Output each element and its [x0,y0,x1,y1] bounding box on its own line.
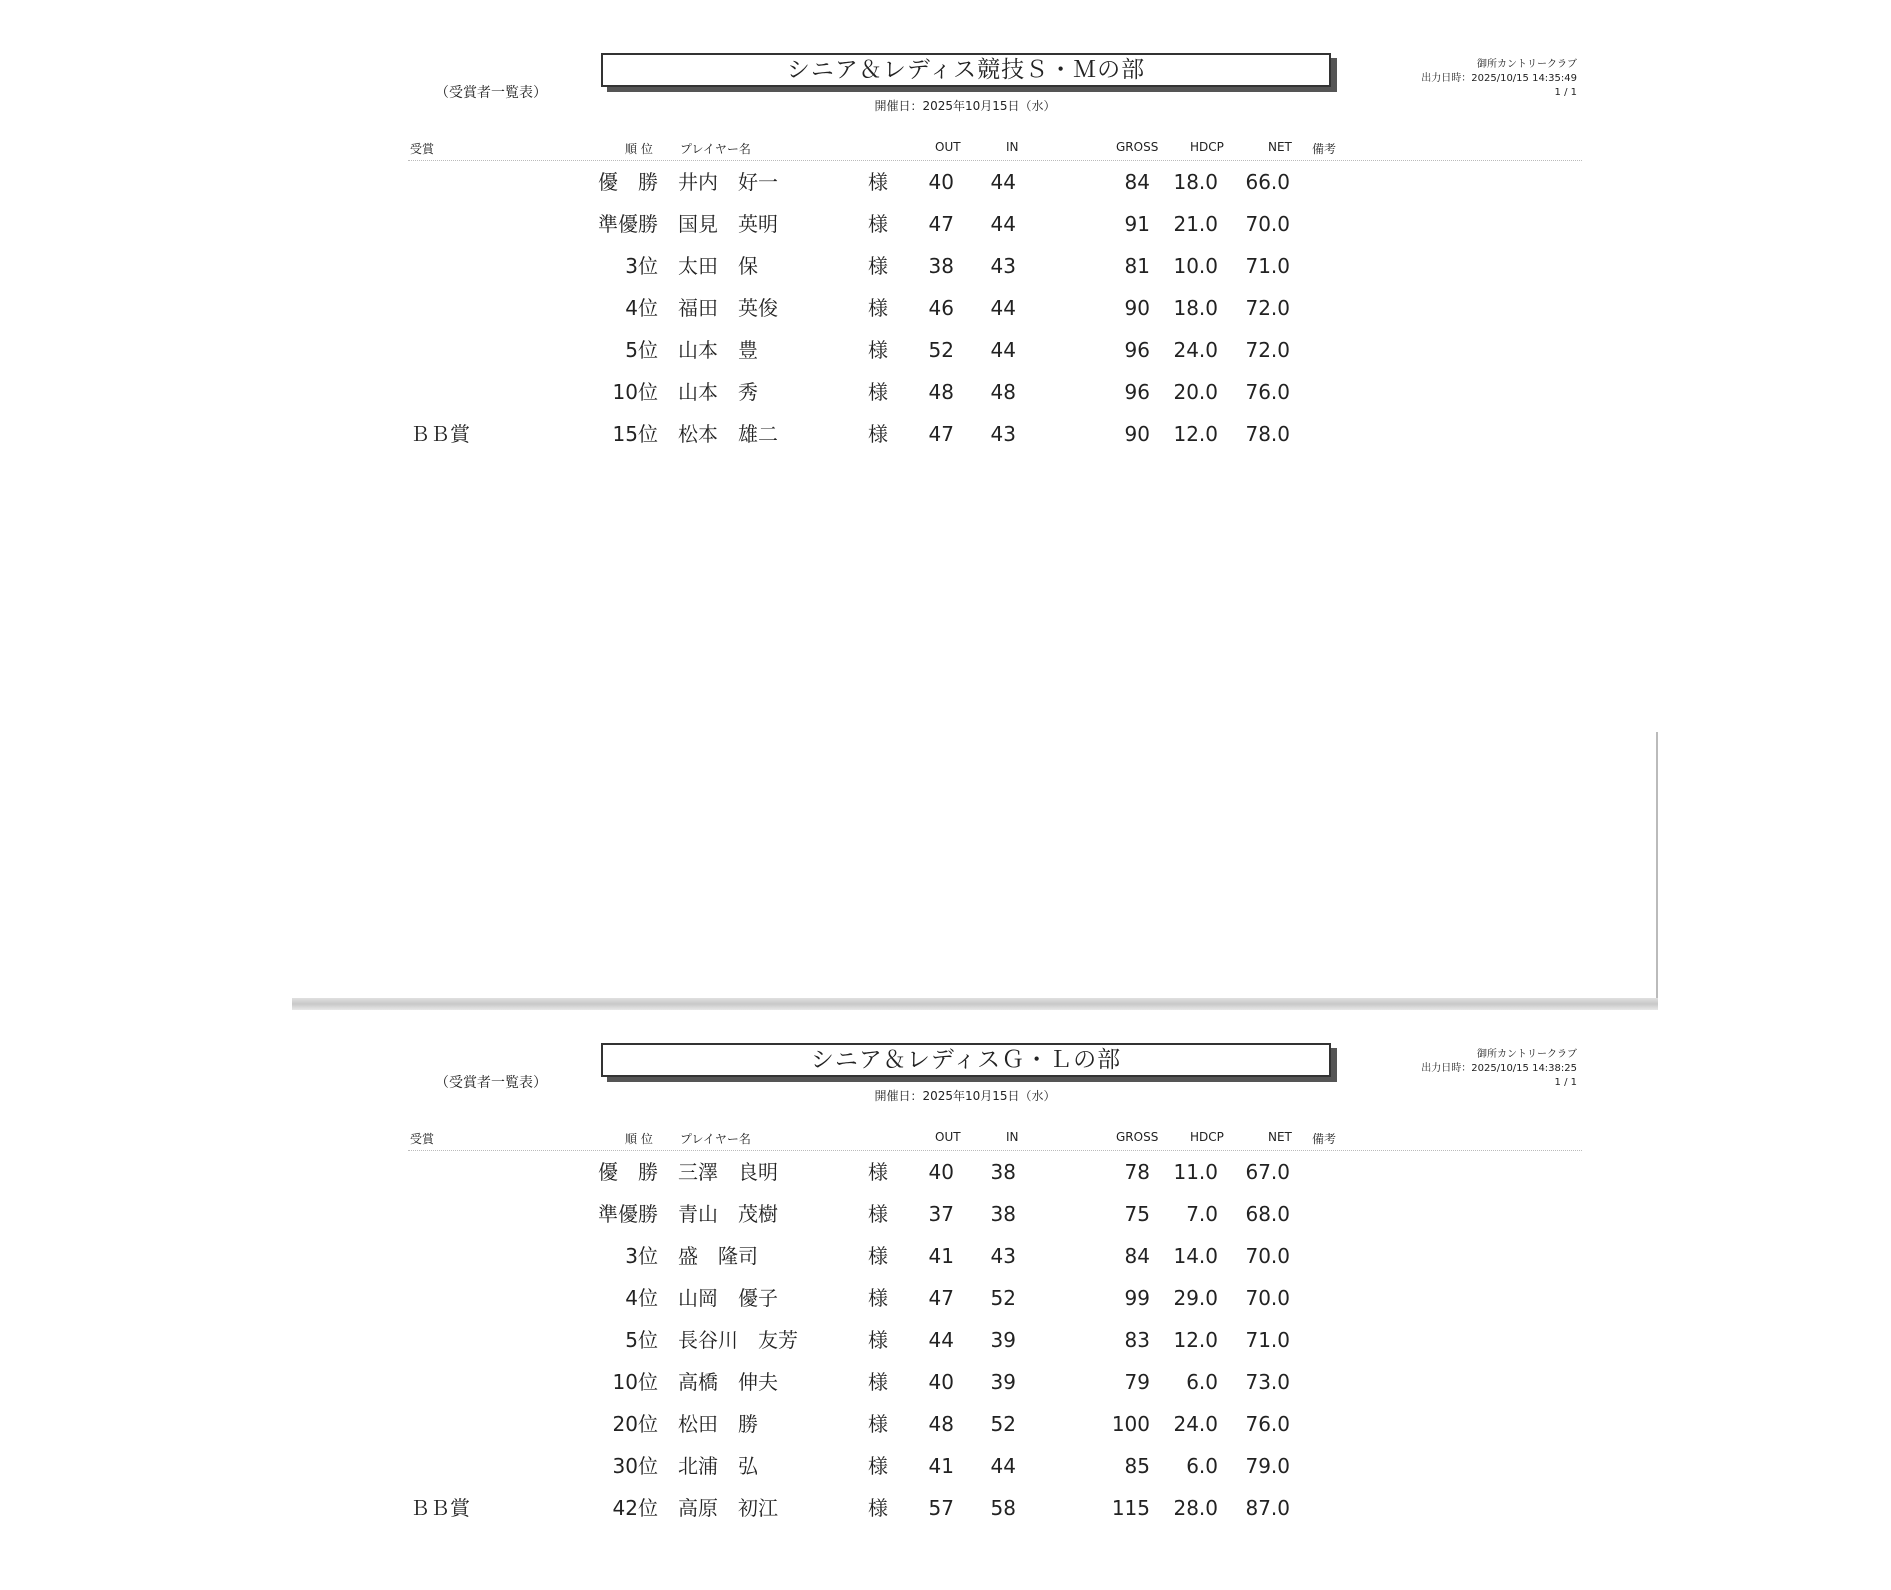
honorific-cell: 様 [868,212,888,236]
player-name-cell: 太田 保 [678,254,758,278]
out-score-cell: 52 [928,338,954,362]
hdcp-cell: 12.0 [1173,1328,1218,1352]
out-score-cell: 40 [928,1370,954,1394]
hdcp-cell: 24.0 [1173,338,1218,362]
club-name: 御所カントリークラブ [1477,59,1577,70]
hdcp-cell: 12.0 [1173,422,1218,446]
honorific-cell: 様 [868,1160,888,1184]
event-date: 開催日：2025年10月15日（水） [874,1089,1056,1103]
table-row [0,414,1891,454]
table-row [0,162,1891,202]
page-number: 1 / 1 [1554,87,1577,98]
net-cell: 78.0 [1245,422,1290,446]
in-score-cell: 52 [990,1412,1016,1436]
honorific-cell: 様 [868,1496,888,1520]
header-hdcp: HDCP [1190,1130,1224,1144]
gross-cell: 99 [1124,1286,1150,1310]
header-hdcp: HDCP [1190,140,1224,154]
gross-cell: 85 [1124,1454,1150,1478]
gross-cell: 84 [1124,170,1150,194]
out-score-cell: 47 [928,422,954,446]
net-cell: 71.0 [1245,1328,1290,1352]
table-row [0,1446,1891,1486]
rank-cell: 5位 [625,338,658,362]
player-name-cell: 山本 豊 [678,338,758,362]
hdcp-cell: 28.0 [1173,1496,1218,1520]
in-score-cell: 44 [990,170,1016,194]
net-cell: 79.0 [1245,1454,1290,1478]
out-score-cell: 40 [928,170,954,194]
in-score-cell: 44 [990,296,1016,320]
net-cell: 68.0 [1245,1202,1290,1226]
gross-cell: 78 [1124,1160,1150,1184]
out-score-cell: 37 [928,1202,954,1226]
results-sheet-2 [0,990,1891,1590]
table-row [0,1236,1891,1276]
hdcp-cell: 24.0 [1173,1412,1218,1436]
net-cell: 87.0 [1245,1496,1290,1520]
hdcp-cell: 10.0 [1173,254,1218,278]
net-cell: 72.0 [1245,296,1290,320]
header-player: プレイヤー名 [680,1132,751,1146]
gross-cell: 79 [1124,1370,1150,1394]
club-info [1421,1048,1577,1090]
in-score-cell: 43 [990,254,1016,278]
header-notes: 備考 [1312,142,1337,156]
hdcp-cell: 20.0 [1173,380,1218,404]
out-score-cell: 40 [928,1160,954,1184]
in-score-cell: 48 [990,380,1016,404]
hdcp-cell: 6.0 [1186,1454,1218,1478]
hdcp-cell: 14.0 [1173,1244,1218,1268]
gross-cell: 90 [1124,296,1150,320]
rank-cell: 3位 [625,254,658,278]
in-score-cell: 44 [990,212,1016,236]
honorific-cell: 様 [868,1202,888,1226]
rank-cell: 30位 [612,1454,658,1478]
honorific-cell: 様 [868,254,888,278]
table-row [0,1152,1891,1192]
award-cell: ＢＢ賞 [410,1496,470,1520]
in-score-cell: 58 [990,1496,1016,1520]
honorific-cell: 様 [868,1244,888,1268]
out-score-cell: 44 [928,1328,954,1352]
honorific-cell: 様 [868,296,888,320]
hdcp-cell: 18.0 [1173,170,1218,194]
award-cell: ＢＢ賞 [410,422,470,446]
in-score-cell: 39 [990,1328,1016,1352]
honorific-cell: 様 [868,170,888,194]
header-net: NET [1268,140,1292,154]
player-name-cell: 青山 茂樹 [678,1202,778,1226]
out-score-cell: 48 [928,1412,954,1436]
player-name-cell: 長谷川 友芳 [678,1328,798,1352]
rank-cell: 準優勝 [598,1202,658,1226]
table-row [0,288,1891,328]
net-cell: 70.0 [1245,212,1290,236]
out-score-cell: 57 [928,1496,954,1520]
rank-cell: 3位 [625,1244,658,1268]
table-row [0,204,1891,244]
gross-cell: 84 [1124,1244,1150,1268]
gross-cell: 91 [1124,212,1150,236]
table-row [0,1278,1891,1318]
rank-cell: 10位 [612,380,658,404]
honorific-cell: 様 [868,1454,888,1478]
gross-cell: 96 [1124,338,1150,362]
header-gross: GROSS [1116,1130,1159,1144]
out-score-cell: 38 [928,254,954,278]
rank-cell: 15位 [612,422,658,446]
player-name-cell: 山岡 優子 [678,1286,778,1310]
in-score-cell: 44 [990,338,1016,362]
player-name-cell: 松田 勝 [678,1412,758,1436]
header-divider [408,160,1582,161]
page-edge [1656,732,1658,1010]
header-gross: GROSS [1116,140,1159,154]
player-name-cell: 国見 英明 [678,212,778,236]
header-rank: 順 位 [625,142,653,156]
out-score-cell: 41 [928,1454,954,1478]
rank-cell: 準優勝 [598,212,658,236]
output-time: 出力日時：2025/10/15 14:38:25 [1421,1063,1577,1074]
player-name-cell: 高原 初江 [678,1496,778,1520]
net-cell: 71.0 [1245,254,1290,278]
header-rank: 順 位 [625,1132,653,1146]
table-row [0,1404,1891,1444]
output-time: 出力日時：2025/10/15 14:35:49 [1421,73,1577,84]
rank-cell: 優 勝 [598,170,658,194]
header-in: IN [1006,1130,1019,1144]
header-award: 受賞 [410,1132,435,1146]
gross-cell: 83 [1124,1328,1150,1352]
header-notes: 備考 [1312,1132,1337,1146]
table-row [0,1320,1891,1360]
hdcp-cell: 11.0 [1173,1160,1218,1184]
in-score-cell: 52 [990,1286,1016,1310]
page-number: 1 / 1 [1554,1077,1577,1088]
net-cell: 73.0 [1245,1370,1290,1394]
player-name-cell: 盛 隆司 [678,1244,758,1268]
in-score-cell: 38 [990,1160,1016,1184]
sheet-subtitle: （受賞者一覧表） [435,85,547,101]
hdcp-cell: 7.0 [1186,1202,1218,1226]
header-net: NET [1268,1130,1292,1144]
net-cell: 70.0 [1245,1244,1290,1268]
player-name-cell: 高橋 伸夫 [678,1370,778,1394]
hdcp-cell: 29.0 [1173,1286,1218,1310]
net-cell: 67.0 [1245,1160,1290,1184]
gross-cell: 115 [1111,1496,1150,1520]
net-cell: 76.0 [1245,1412,1290,1436]
out-score-cell: 46 [928,296,954,320]
net-cell: 70.0 [1245,1286,1290,1310]
in-score-cell: 43 [990,422,1016,446]
player-name-cell: 井内 好一 [678,170,778,194]
header-award: 受賞 [410,142,435,156]
honorific-cell: 様 [868,1328,888,1352]
club-info [1421,58,1577,100]
header-out: OUT [935,1130,961,1144]
header-divider [408,1150,1582,1151]
rank-cell: 10位 [612,1370,658,1394]
table-row [0,372,1891,412]
player-name-cell: 三澤 良明 [678,1160,778,1184]
gross-cell: 75 [1124,1202,1150,1226]
in-score-cell: 39 [990,1370,1016,1394]
sheet-subtitle: （受賞者一覧表） [435,1075,547,1091]
hdcp-cell: 6.0 [1186,1370,1218,1394]
honorific-cell: 様 [868,1286,888,1310]
table-row [0,1488,1891,1528]
honorific-cell: 様 [868,380,888,404]
honorific-cell: 様 [868,338,888,362]
honorific-cell: 様 [868,422,888,446]
rank-cell: 4位 [625,1286,658,1310]
rank-cell: 5位 [625,1328,658,1352]
in-score-cell: 43 [990,1244,1016,1268]
sheet-title: シニア＆レディスＧ・Ｌの部 [601,1043,1331,1077]
hdcp-cell: 18.0 [1173,296,1218,320]
gross-cell: 90 [1124,422,1150,446]
header-in: IN [1006,140,1019,154]
honorific-cell: 様 [868,1412,888,1436]
player-name-cell: 山本 秀 [678,380,758,404]
in-score-cell: 38 [990,1202,1016,1226]
out-score-cell: 41 [928,1244,954,1268]
gross-cell: 100 [1111,1412,1150,1436]
in-score-cell: 44 [990,1454,1016,1478]
rank-cell: 4位 [625,296,658,320]
table-row [0,246,1891,286]
player-name-cell: 松本 雄二 [678,422,778,446]
net-cell: 76.0 [1245,380,1290,404]
net-cell: 66.0 [1245,170,1290,194]
table-row [0,1362,1891,1402]
table-row [0,1194,1891,1234]
out-score-cell: 47 [928,212,954,236]
honorific-cell: 様 [868,1370,888,1394]
out-score-cell: 48 [928,380,954,404]
gross-cell: 81 [1124,254,1150,278]
club-name: 御所カントリークラブ [1477,1049,1577,1060]
gross-cell: 96 [1124,380,1150,404]
rank-cell: 20位 [612,1412,658,1436]
out-score-cell: 47 [928,1286,954,1310]
player-name-cell: 北浦 弘 [678,1454,758,1478]
event-date: 開催日：2025年10月15日（水） [874,99,1056,113]
net-cell: 72.0 [1245,338,1290,362]
rank-cell: 優 勝 [598,1160,658,1184]
header-player: プレイヤー名 [680,142,751,156]
table-row [0,330,1891,370]
header-out: OUT [935,140,961,154]
rank-cell: 42位 [612,1496,658,1520]
sheet-title: シニア＆レディス競技Ｓ・Ｍの部 [601,53,1331,87]
hdcp-cell: 21.0 [1173,212,1218,236]
player-name-cell: 福田 英俊 [678,296,778,320]
